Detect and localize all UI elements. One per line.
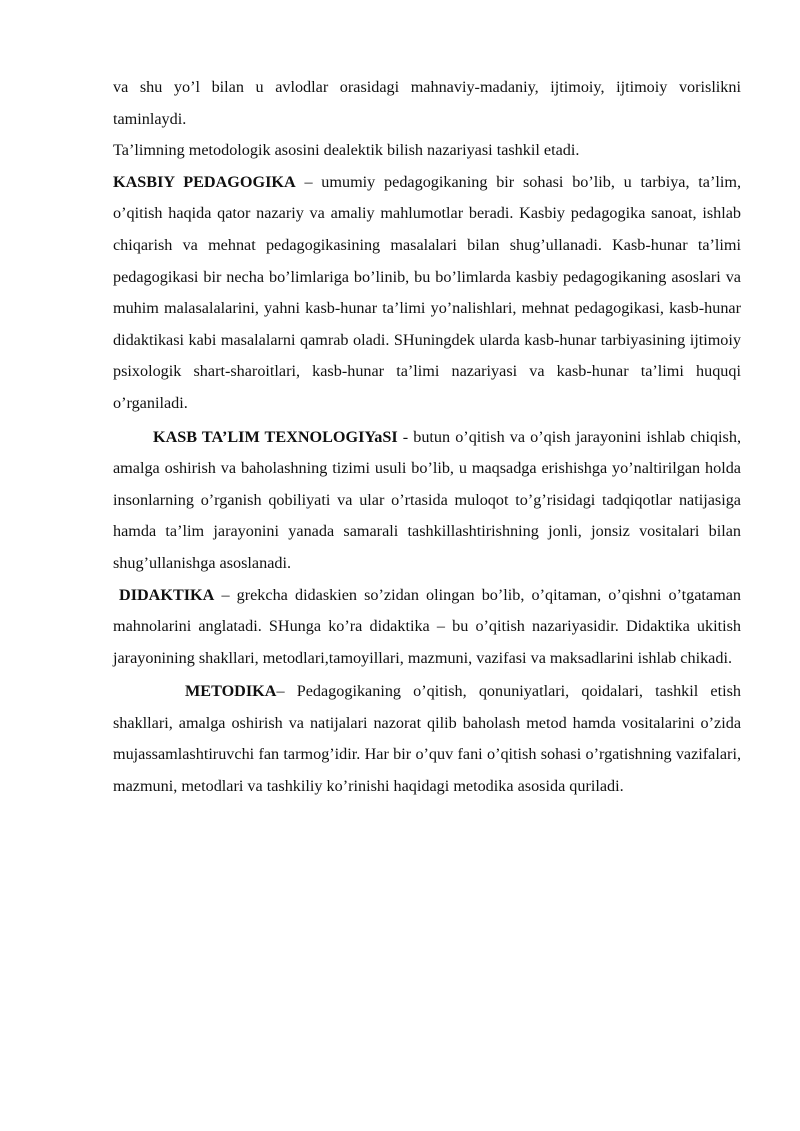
paragraph-kasbiy-pedagogika (113, 167, 741, 420)
definition-kasb-talim-texnologiyasi: - butun o’qitish va o’qish jarayonini ishlab chiqish, amalga oshirish va baholashning tizimi usuli bo’lib, u maqsadga erishishga yo’naltirilgan holda insonlarning o’rganish qobiliyati va ular o’rtasida muloqot to’g’risidagi tadqiqotlar natijasiga hamda ta’lim jarayonini yanada samarali tashkillashtirishning jonli, jonsiz vositalari bilan shug’ullanishga asoslanadi. (113, 427, 741, 572)
term-kasbiy-pedagogika: KASBIY PEDAGOGIKA (113, 172, 296, 191)
definition-kasbiy-pedagogika: – umumiy pedagogikaning bir sohasi bo’lib, u tarbiya, ta’lim, o’qitish haqida qator nazariy va amaliy mahlumotlar beradi. Kasbiy pedagogika sanoat, ishlab chiqarish va mehnat pedagogikasining masalalari bilan shug’ullanadi. Kasb-hunar ta’limi pedagogikasi bir necha bo’limlariga bo’linib, bu bo’limlarda kasbiy pedagogikaning asoslari va muhim malasalalarini, yahni kasb-hunar ta’limi yo’nalishlari, mehnat pedagogikasi, kasb-hunar didaktikasi kabi masalalarni qamrab oladi. SHuningdek ularda kasb-hunar tarbiyasining ijtimoiy psixologik shart-sharoitlari, kasb-hunar ta’limi nazariyasi va kasb-hunar ta’limi huquqi o’rganiladi. (113, 172, 742, 412)
definition-didaktika: – grekcha didaskien so’zidan olingan bo’lib, o’qitaman, o’qishni o’tgataman mahnolarini anglatadi. SHunga ko’ra didaktika – bu o’qitish nazariyasidir. Didaktika ukitish jarayonining shakllari, metodlari,tamoyillari, mazmuni, vazifasi va maksadlarini ishlab chikadi. (113, 585, 741, 667)
term-didaktika: DIDAKTIKA (119, 585, 215, 604)
term-kasb-talim-texnologiyasi: KASB TA’LIM TEXNOLOGIYaSI (153, 427, 398, 446)
definition-metodika: – Pedagogikaning o’qitish, qonuniyatlari, qoidalari, tashkil etish shakllari, amalga oshirish va natijalari nazorat qilib baholash metod hamda vositalarini o’zida mujassamlashtiruvchi fan tarmog’idir. Har bir o’quv fani o’qitish sohasi o’rgatishning vazifalari, mazmuni, metodlari va tashkiliy ko’rinishi haqidagi metodika asosida quriladi. (113, 682, 741, 796)
document-body (113, 72, 741, 803)
paragraph-kasb-talim-texnologiyasi (113, 422, 741, 580)
paragraph-continuation: va shu yo’l bilan u avlodlar orasidagi mahnaviy-madaniy, ijtimoiy, ijtimoiy vorislikni taminlaydi. (113, 78, 741, 128)
term-metodika: METODIKA (185, 682, 277, 701)
paragraph-methodology: Ta’limning metodologik asosini dealektik bilish nazariyasi tashkil etadi. (113, 141, 580, 160)
paragraph-didaktika (113, 580, 741, 675)
paragraph-metodika (113, 676, 741, 802)
